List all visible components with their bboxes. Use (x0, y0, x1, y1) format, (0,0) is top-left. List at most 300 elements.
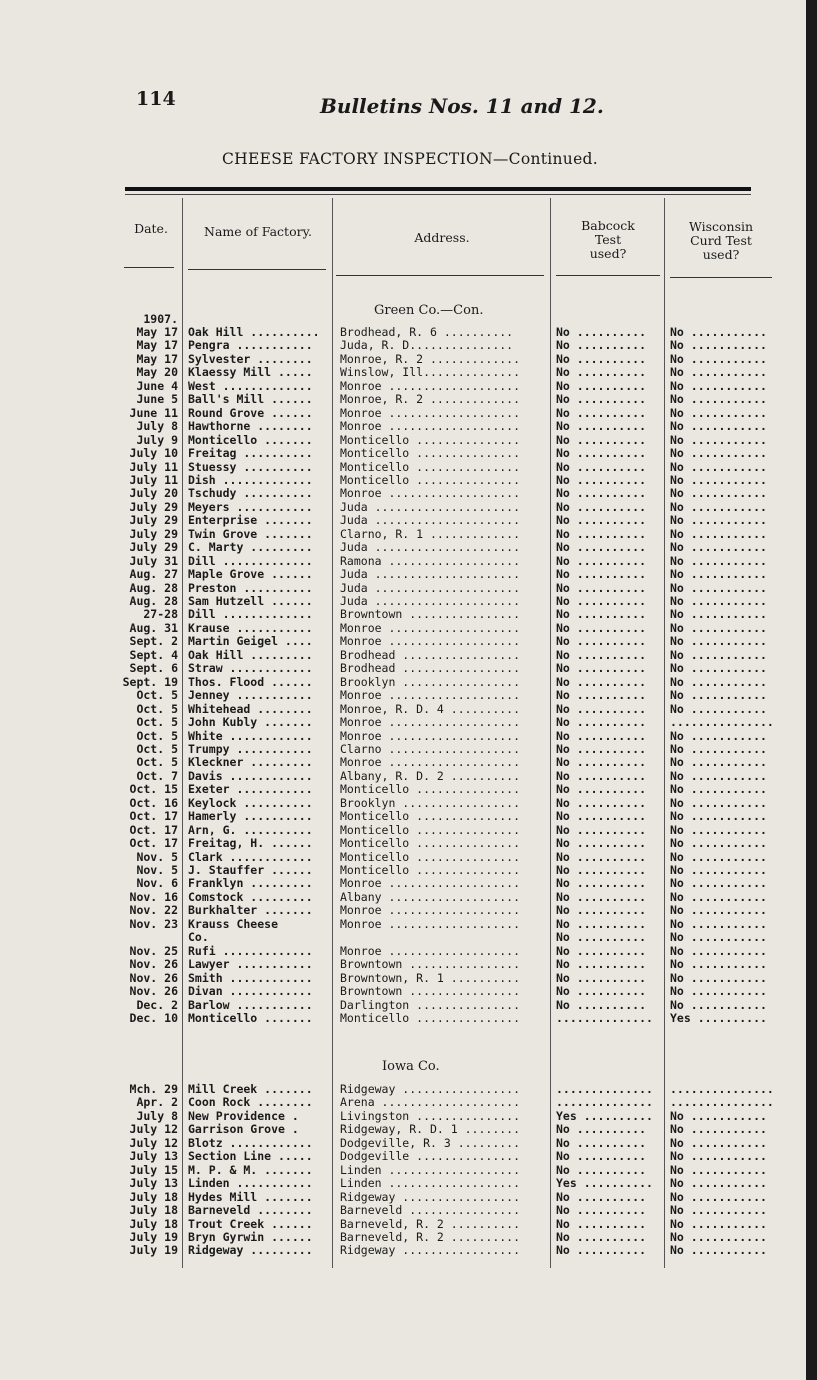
babcock-cell: No .......... (556, 366, 647, 380)
wisconsin-cell: No ........... (670, 1190, 767, 1204)
date-cell: Nov. 5 (136, 850, 178, 864)
babcock-cell: No .......... (556, 810, 647, 824)
address-cell: Brodhead, R. 6 .......... (340, 326, 514, 339)
factory-cell: Dish ............. (188, 473, 313, 487)
wisconsin-cell: No ........... (670, 971, 767, 985)
babcock-cell: No .......... (556, 514, 647, 528)
wisconsin-cell: Yes .......... (670, 1011, 767, 1025)
babcock-cell: No .......... (556, 823, 647, 837)
factory-cell: Barlow ........... (188, 998, 313, 1012)
factory-cell: Freitag, H. ...... (188, 837, 313, 851)
address-cell: Clarno ................... (340, 742, 521, 756)
address-cell: Juda ..................... (340, 595, 521, 608)
book-spine-edge (806, 0, 817, 1380)
babcock-cell: No .......... (556, 729, 647, 743)
wisconsin-cell: No ........... (670, 1136, 767, 1150)
wisconsin-cell: No ........... (670, 500, 767, 514)
address-cell: Ridgeway ................. (340, 1190, 521, 1204)
babcock-cell: No .......... (556, 1204, 647, 1218)
address-cell: Brodhead ................. (340, 648, 521, 662)
wisconsin-cell: No ........... (670, 783, 767, 797)
address-cell: Ridgeway ................. (340, 1083, 521, 1096)
column-divider (664, 198, 665, 1268)
date-cell: Sept. 4 (129, 648, 178, 662)
factory-cell: Ball's Mill ...... (188, 393, 313, 407)
factory-cell: Meyers ........... (188, 500, 313, 514)
babcock-cell: No .......... (556, 608, 647, 622)
factory-cell: Bryn Gyrwin ...... (188, 1230, 313, 1244)
wisconsin-cell: No ........... (670, 420, 767, 434)
factory-cell: Arn, G. .......... (188, 823, 313, 837)
factory-cell: Maple Grove ...... (188, 568, 313, 582)
factory-cell: Dill ............. (188, 554, 313, 568)
date-cell: Oct. 5 (136, 729, 178, 743)
date-cell: July 29 (129, 527, 178, 541)
wisconsin-cell: No ........... (670, 1109, 767, 1123)
date-cell: Oct. 5 (136, 716, 178, 730)
address-cell: Arena .................... (340, 1096, 521, 1110)
wisconsin-cell: No ........... (670, 823, 767, 837)
date-cell: Nov. 26 (129, 958, 178, 972)
address-cell: Monticello ............... (340, 433, 521, 447)
babcock-cell: No .......... (556, 352, 647, 366)
wisconsin-cell: No ........... (670, 662, 767, 676)
date-cell: Nov. 25 (129, 944, 178, 958)
address-cell: Barneveld, R. 2 .......... (340, 1217, 521, 1231)
address-cell: Monroe ................... (340, 487, 521, 501)
address-cell: Monticello ............... (340, 810, 521, 824)
header-date: Date. (134, 221, 168, 236)
date-cell: July 11 (129, 473, 178, 487)
babcock-cell: No .......... (556, 689, 647, 703)
babcock-cell: .............. (556, 1096, 653, 1110)
babcock-cell: No .......... (556, 1190, 647, 1204)
date-cell: July 18 (129, 1217, 178, 1231)
factory-cell: Oak Hill .......... (188, 326, 320, 339)
factory-cell: Linden ........... (188, 1177, 313, 1191)
address-cell: Juda ..................... (340, 541, 521, 555)
date-cell: July 8 (136, 1109, 178, 1123)
factory-cell: Smith ............ (188, 971, 313, 985)
date-cell: July 18 (129, 1190, 178, 1204)
date-cell: Sept. 6 (129, 662, 178, 676)
factory-cell: M. P. & M. ....... (188, 1163, 313, 1177)
factory-cell: Round Grove ...... (188, 406, 313, 420)
babcock-cell: Yes .......... (556, 1109, 653, 1123)
factory-cell: Ridgeway ......... (188, 1244, 313, 1258)
wisconsin-cell: No ........... (670, 568, 767, 582)
wisconsin-cell: No ........... (670, 756, 767, 770)
address-cell: Brooklyn ................. (340, 796, 521, 810)
header-underline (188, 269, 326, 270)
header-babcock-line: Test (594, 232, 622, 247)
wisconsin-cell: No ........... (670, 729, 767, 743)
address-cell: Monroe ................... (340, 635, 521, 649)
factory-cell: Coon Rock ........ (188, 1096, 313, 1110)
factory-cell: Comstock ......... (188, 890, 313, 904)
address-cell: Monroe ................... (340, 917, 521, 931)
factory-cell: Monticello ....... (188, 1011, 313, 1025)
wisconsin-cell: No ........... (670, 1204, 767, 1218)
babcock-cell: No .......... (556, 500, 647, 514)
date-cell: Dec. 2 (136, 998, 178, 1012)
factory-cell: Barneveld ........ (188, 1204, 313, 1218)
address-cell: Monroe ................... (340, 716, 521, 730)
wisconsin-cell: No ........... (670, 581, 767, 595)
column-divider (182, 198, 183, 1268)
date-cell: Oct. 7 (136, 769, 178, 783)
wisconsin-cell: No ........... (670, 877, 767, 891)
header-underline (556, 275, 660, 276)
date-cell: July 15 (129, 1163, 178, 1177)
address-cell: Monroe ................... (340, 877, 521, 891)
wisconsin-cell: No ........... (670, 487, 767, 501)
date-cell: Nov. 26 (129, 985, 178, 999)
wisconsin-cell: No ........... (670, 1177, 767, 1191)
wisconsin-cell: No ........... (670, 944, 767, 958)
header-babcock-line: Babcock (581, 218, 635, 233)
address-cell: Monticello ............... (340, 837, 521, 851)
babcock-cell: No .......... (556, 742, 647, 756)
wisconsin-cell: No ........... (670, 447, 767, 461)
header-babcock (552, 219, 664, 261)
factory-cell: Hydes Mill ....... (188, 1190, 313, 1204)
babcock-cell: No .......... (556, 1217, 647, 1231)
babcock-cell: No .......... (556, 931, 647, 945)
address-cell: Albany, R. D. 2 .......... (340, 769, 521, 783)
babcock-cell: No .......... (556, 621, 647, 635)
factory-cell: Sylvester ........ (188, 352, 313, 366)
date-cell: Aug. 28 (129, 581, 178, 595)
address-cell: Monticello ............... (340, 473, 521, 487)
wisconsin-cell: No ........... (670, 366, 767, 380)
babcock-cell: No .......... (556, 541, 647, 555)
babcock-cell: No .......... (556, 473, 647, 487)
wisconsin-cell: No ........... (670, 837, 767, 851)
address-cell: Dodgeville, R. 3 ......... (340, 1136, 521, 1150)
address-cell: Ramona ................... (340, 554, 521, 568)
babcock-cell: No .......... (556, 648, 647, 662)
factory-cell: Hawthorne ........ (188, 420, 313, 434)
babcock-cell: No .......... (556, 1244, 647, 1258)
date-cell: July 20 (129, 487, 178, 501)
factory-cell: Keylock .......... (188, 796, 313, 810)
factory-cell: Rufi ............. (188, 944, 313, 958)
babcock-cell: No .......... (556, 769, 647, 783)
factory-cell: Blotz ............ (188, 1136, 313, 1150)
factory-cell: J. Stauffer ...... (188, 864, 313, 877)
address-cell: Ridgeway, R. D. 1 ........ (340, 1123, 521, 1137)
wisconsin-cell: No ........... (670, 406, 767, 420)
babcock-cell: No .......... (556, 971, 647, 985)
wisconsin-cell: No ........... (670, 742, 767, 756)
date-cell: Sept. 19 (122, 675, 178, 689)
babcock-cell: No .......... (556, 1136, 647, 1150)
date-cell: July 13 (129, 1150, 178, 1164)
running-head: Bulletins Nos. 11 and 12. (320, 94, 604, 118)
babcock-cell: No .......... (556, 716, 647, 730)
wisconsin-cell: No ........... (670, 608, 767, 622)
babcock-cell: No .......... (556, 554, 647, 568)
table-title: CHEESE FACTORY INSPECTION—Continued. (222, 150, 599, 168)
address-cell: Dodgeville ............... (340, 1150, 521, 1164)
date-cell: June 4 (136, 379, 178, 393)
address-cell: Monticello ............... (340, 850, 521, 864)
wisconsin-cell: No ........... (670, 904, 767, 918)
babcock-cell: .............. (556, 1011, 653, 1025)
address-cell: Browntown ................ (340, 608, 521, 622)
wisconsin-cell: No ........... (670, 514, 767, 528)
address-cell: Linden ................... (340, 1177, 521, 1191)
header-rule-thin (125, 194, 751, 195)
factory-cell: Enterprise ....... (188, 514, 313, 528)
address-cell: Juda ..................... (340, 581, 521, 595)
factory-cell: West ............. (188, 379, 313, 393)
wisconsin-cell: No ........... (670, 917, 767, 931)
babcock-cell: No .......... (556, 998, 647, 1012)
date-cell: Oct. 5 (136, 689, 178, 703)
address-cell: Juda ..................... (340, 500, 521, 514)
factory-cell: New Providence . (188, 1109, 299, 1123)
wisconsin-cell: No ........... (670, 460, 767, 474)
babcock-cell: No .......... (556, 675, 647, 689)
date-cell: July 8 (136, 420, 178, 434)
babcock-cell: No .......... (556, 406, 647, 420)
date-cell: May 17 (136, 352, 178, 366)
address-cell: Monroe, R. 2 ............. (340, 393, 521, 407)
address-cell: Monroe ................... (340, 420, 521, 434)
babcock-cell: No .......... (556, 837, 647, 851)
date-cell: May 20 (136, 366, 178, 380)
date-cell: June 11 (129, 406, 178, 420)
date-cell: Sept. 2 (129, 635, 178, 649)
factory-cell: Pengra ........... (188, 339, 313, 353)
wisconsin-cell: No ........... (670, 379, 767, 393)
factory-cell: Clark ............ (188, 850, 313, 864)
column-divider (550, 198, 551, 1268)
header-factory-name: Name of Factory. (204, 224, 312, 239)
wisconsin-cell: No ........... (670, 850, 767, 864)
address-cell: Ridgeway ................. (340, 1244, 521, 1258)
address-cell: Monroe, R. D. 4 .......... (340, 702, 521, 716)
address-cell: Barneveld ................ (340, 1204, 521, 1218)
address-cell: Monroe ................... (340, 944, 521, 958)
address-cell: Monroe ................... (340, 689, 521, 703)
factory-cell: Mill Creek ....... (188, 1083, 313, 1096)
date-cell: Aug. 28 (129, 595, 178, 608)
date-cell: Nov. 22 (129, 904, 178, 918)
wisconsin-cell: No ........... (670, 958, 767, 972)
header-underline (670, 277, 772, 278)
wisconsin-cell: No ........... (670, 985, 767, 999)
address-cell: Clarno, R. 1 ............. (340, 527, 521, 541)
factory-cell: Tschudy .......... (188, 487, 313, 501)
wisconsin-cell: No ........... (670, 689, 767, 703)
date-cell: July 19 (129, 1244, 178, 1258)
address-cell: Juda ..................... (340, 514, 521, 528)
address-cell: Livingston ............... (340, 1109, 521, 1123)
address-cell: Browntown ................ (340, 958, 521, 972)
wisconsin-cell: No ........... (670, 1163, 767, 1177)
wisconsin-cell: No ........... (670, 393, 767, 407)
babcock-cell: No .......... (556, 944, 647, 958)
babcock-cell: No .......... (556, 568, 647, 582)
date-cell: May 17 (136, 326, 178, 339)
address-cell: Linden ................... (340, 1163, 521, 1177)
date-cell: Oct. 15 (129, 783, 178, 797)
babcock-cell: No .......... (556, 326, 647, 339)
wisconsin-cell: No ........... (670, 595, 767, 608)
date-cell: Oct. 17 (129, 810, 178, 824)
wisconsin-cell: No ........... (670, 473, 767, 487)
wisconsin-cell: No ........... (670, 648, 767, 662)
wisconsin-cell: No ........... (670, 554, 767, 568)
header-wisconsin-line: used? (702, 247, 740, 262)
date-cell: Nov. 26 (129, 971, 178, 985)
address-cell: Winslow, Ill.............. (340, 366, 521, 380)
babcock-cell: No .......... (556, 1163, 647, 1177)
date-cell: Oct. 5 (136, 742, 178, 756)
date-cell: Nov. 6 (136, 877, 178, 891)
date-cell: July 12 (129, 1136, 178, 1150)
babcock-cell: No .......... (556, 487, 647, 501)
address-cell: Monticello ............... (340, 460, 521, 474)
factory-cell: Monticello ....... (188, 433, 313, 447)
date-cell: Oct. 17 (129, 837, 178, 851)
factory-cell: Jenney ........... (188, 689, 313, 703)
date-cell: Mch. 29 (129, 1083, 178, 1096)
wisconsin-cell: No ........... (670, 339, 767, 353)
date-cell: Oct. 16 (129, 796, 178, 810)
factory-cell: Preston .......... (188, 581, 313, 595)
babcock-cell: No .......... (556, 662, 647, 676)
header-wisconsin-line: Curd Test (690, 233, 752, 248)
date-cell: Nov. 5 (136, 864, 178, 877)
babcock-cell: No .......... (556, 379, 647, 393)
factory-cell: Krauss Cheese (188, 917, 279, 931)
factory-cell: John Kubly ....... (188, 716, 313, 730)
wisconsin-cell: No ........... (670, 998, 767, 1012)
address-cell: Monroe ................... (340, 729, 521, 743)
babcock-cell: No .......... (556, 702, 647, 716)
babcock-cell: No .......... (556, 339, 647, 353)
babcock-cell: No .......... (556, 958, 647, 972)
date-cell: July 18 (129, 1204, 178, 1218)
header-rule-thick (125, 187, 751, 191)
date-cell: July 19 (129, 1230, 178, 1244)
factory-cell: Franklyn ......... (188, 877, 313, 891)
address-cell: Albany ................... (340, 890, 521, 904)
babcock-cell: No .......... (556, 796, 647, 810)
wisconsin-cell: No ........... (670, 702, 767, 716)
factory-cell: Freitag .......... (188, 447, 313, 461)
wisconsin-cell: No ........... (670, 527, 767, 541)
header-address: Address. (414, 230, 470, 245)
factory-cell: Sam Hutzell ...... (188, 595, 313, 608)
year-label: 1907. (143, 313, 178, 326)
date-cell: Oct. 5 (136, 756, 178, 770)
babcock-cell: No .......... (556, 1123, 647, 1137)
date-cell: May 17 (136, 339, 178, 353)
header-wisconsin (666, 220, 776, 262)
wisconsin-cell: No ........... (670, 326, 767, 339)
babcock-cell: No .......... (556, 635, 647, 649)
factory-cell: Divan ............ (188, 985, 313, 999)
wisconsin-cell: ............... (670, 716, 774, 730)
date-cell: July 10 (129, 447, 178, 461)
address-cell: Barneveld, R. 2 .......... (340, 1230, 521, 1244)
factory-cell: Kleckner ......... (188, 756, 313, 770)
address-cell: Monticello ............... (340, 1011, 521, 1025)
babcock-cell: No .......... (556, 917, 647, 931)
factory-cell: Garrison Grove . (188, 1123, 299, 1137)
date-cell: July 12 (129, 1123, 178, 1137)
wisconsin-cell: No ........... (670, 810, 767, 824)
date-cell: Oct. 5 (136, 702, 178, 716)
address-cell: Juda, R. D............... (340, 339, 514, 353)
factory-cell: Whitehead ........ (188, 702, 313, 716)
babcock-cell: No .......... (556, 527, 647, 541)
date-cell: June 5 (136, 393, 178, 407)
factory-cell: Martin Geigel .... (188, 635, 313, 649)
header-underline (336, 275, 544, 276)
babcock-cell: No .......... (556, 1230, 647, 1244)
address-cell: Browntown, R. 1 .......... (340, 971, 521, 985)
babcock-cell: No .......... (556, 877, 647, 891)
wisconsin-cell: No ........... (670, 769, 767, 783)
wisconsin-cell: No ........... (670, 1150, 767, 1164)
factory-cell: Klaessy Mill ..... (188, 366, 313, 380)
factory-cell: Trumpy ........... (188, 742, 313, 756)
address-cell: Monroe ................... (340, 406, 521, 420)
factory-cell: Oak Hill ......... (188, 648, 313, 662)
babcock-cell: No .......... (556, 420, 647, 434)
wisconsin-cell: No ........... (670, 541, 767, 555)
date-cell: Aug. 31 (129, 621, 178, 635)
factory-cell: C. Marty ......... (188, 541, 313, 555)
header-babcock-line: used? (589, 246, 627, 261)
section-title-iowa: Iowa Co. (382, 1059, 440, 1074)
header-wisconsin-line: Wisconsin (688, 219, 754, 234)
babcock-cell: No .......... (556, 1150, 647, 1164)
wisconsin-cell: No ........... (670, 621, 767, 635)
factory-cell: Stuessy .......... (188, 460, 313, 474)
babcock-cell: No .......... (556, 756, 647, 770)
wisconsin-cell: No ........... (670, 433, 767, 447)
address-cell: Juda ..................... (340, 568, 521, 582)
date-cell: July 31 (129, 554, 178, 568)
babcock-cell: No .......... (556, 581, 647, 595)
babcock-cell: No .......... (556, 890, 647, 904)
babcock-cell: No .......... (556, 393, 647, 407)
wisconsin-cell: No ........... (670, 1123, 767, 1137)
wisconsin-cell: No ........... (670, 796, 767, 810)
babcock-cell: No .......... (556, 985, 647, 999)
date-cell: Aug. 27 (129, 568, 178, 582)
babcock-cell: No .......... (556, 864, 647, 877)
column-divider (332, 198, 333, 1268)
date-cell: July 13 (129, 1177, 178, 1191)
babcock-cell: No .......... (556, 595, 647, 608)
address-cell: Monroe ................... (340, 379, 521, 393)
date-cell: July 11 (129, 460, 178, 474)
address-cell: Darlington ............... (340, 998, 521, 1012)
date-cell: Nov. 16 (129, 890, 178, 904)
babcock-cell: No .......... (556, 433, 647, 447)
babcock-cell: No .......... (556, 447, 647, 461)
wisconsin-cell: No ........... (670, 1244, 767, 1258)
wisconsin-cell: No ........... (670, 864, 767, 877)
